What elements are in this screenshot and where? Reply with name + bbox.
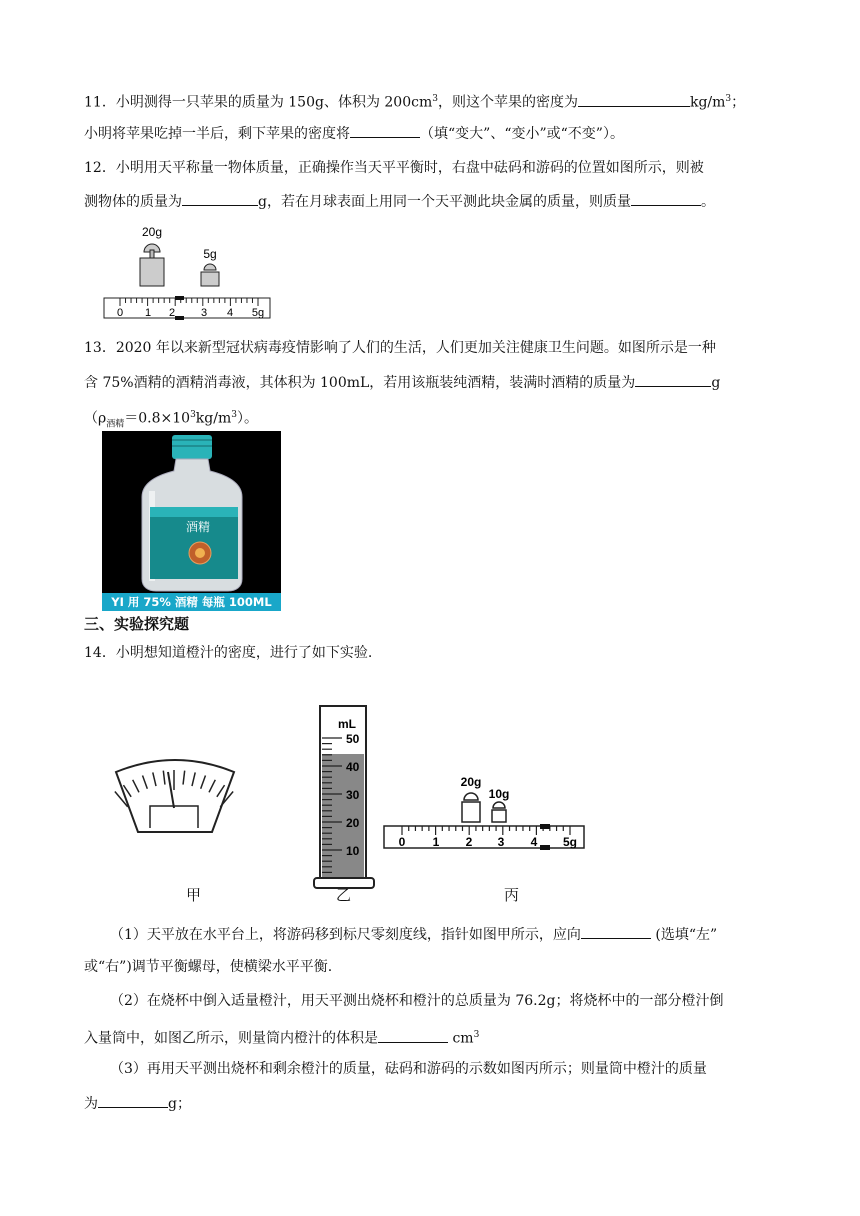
q12-line1: 12．小明用天平称量一物体质量，正确操作当天平平衡时，右盘中砝码和游码的位置如图所示，则被 [84, 160, 704, 176]
bottle-image [102, 431, 281, 611]
weight-20g [462, 802, 480, 822]
q11-line2: 小明将苹果吃掉一半后，剩下苹果的密度将 （填“变大”、“变小”或“不变”）。 [84, 123, 624, 144]
fig-graduated-cylinder [312, 700, 378, 900]
tick-label: 3 [497, 835, 505, 849]
tick-label: 1 [432, 835, 440, 849]
answer-blank[interactable] [98, 1093, 168, 1108]
weight-10g [492, 810, 506, 822]
weight-5g-label: 5g [203, 247, 217, 261]
q12-line2: 测物体的质量为 g，若在月球表面上用同一个天平测此块金属的质量，则质量 。 [84, 191, 715, 212]
photo-caption: YI 用 75% 酒精 每瓶 100ML [102, 593, 281, 611]
tick-label: 4 [530, 835, 538, 849]
weight-10g-label: 10g [488, 787, 510, 801]
tick-label: 5g [562, 835, 578, 849]
tick-label: 4 [226, 307, 234, 319]
rider-top [540, 824, 550, 829]
tick-label: 1 [144, 307, 152, 319]
answer-blank[interactable] [581, 924, 651, 939]
q13-line1: 13．2020 年以来新型冠状病毒疫情影响了人们的生活，人们更加关注健康卫生问题。如图所示是一种 [84, 340, 716, 356]
alcohol-bottle-photo [102, 431, 281, 611]
q12-balance-figure [100, 220, 280, 324]
tick-label: 0 [398, 835, 406, 849]
q14-p2-line2: 入量筒中，如图乙所示，则量筒内橙汁的体积是 $cm^3$ [84, 1025, 479, 1049]
rider-bottom [175, 316, 184, 320]
rider-bottom [540, 845, 550, 850]
balance-scale [384, 826, 584, 848]
q14-p1-line2: 或“右”)调节平衡螺母，使横梁水平平衡. [84, 959, 333, 975]
tick-label: 2 [465, 835, 473, 849]
tick-label: 0 [116, 307, 124, 319]
fig-pointer-dial [112, 752, 238, 842]
fig-label-yi: 乙 [336, 886, 352, 904]
dial-outline [116, 760, 234, 832]
q14-p2-line1: （2）在烧杯中倒入适量橙汁，用天平测出烧杯和橙汁的总质量为 76.2g；将烧杯中的一部分橙汁倒 [110, 993, 724, 1009]
q11-line1: 11．小明测得一只苹果的质量为 150g、体积为 $200cm^3$，则这个苹果的密度为 $kg/m^3$； [84, 89, 745, 113]
tick-label: 3 [200, 307, 208, 319]
answer-blank[interactable] [578, 92, 690, 107]
answer-blank[interactable] [635, 372, 711, 387]
q13-line2: 含 75%酒精的酒精消毒液，其体积为 100mL，若用该瓶装纯酒精，装满时酒精的质量为 g [84, 372, 720, 393]
cylinder-mark: 40 [346, 760, 360, 774]
weight-20g [140, 258, 164, 286]
cylinder-mark: 50 [346, 732, 360, 746]
cylinder-mark: 10 [346, 844, 360, 858]
balance-scale [104, 298, 270, 318]
fig-balance-bing [382, 772, 588, 852]
weight-20g-label: 20g [460, 775, 482, 789]
q14-p1-line1: （1）天平放在水平台上，将游码移到标尺零刻度线，指针如图甲所示，应向 (选填“左” [110, 924, 717, 945]
q13-line3: $(\rho_{酒精}=0.8\times 10^3kg/m^3)$。 [84, 410, 258, 430]
tick-label: 2 [168, 307, 176, 319]
tick-label: 5g [251, 307, 265, 319]
weight-20g-label: 20g [141, 225, 163, 239]
fig-label-bing: 丙 [504, 886, 520, 904]
bottle-label-text: 酒精 [185, 520, 211, 534]
answer-blank[interactable] [182, 191, 258, 206]
bottle-label [150, 507, 238, 579]
answer-blank[interactable] [631, 191, 701, 206]
section-heading: 三、实验探究题 [84, 615, 190, 633]
q14-p3-line1: （3）再用天平测出烧杯和剩余橙汁的质量，砝码和游码的示数如图丙所示；则量筒中橙汁的质量 [110, 1061, 707, 1077]
cylinder-unit: mL [338, 717, 356, 731]
rider-top [175, 296, 184, 300]
answer-blank[interactable] [350, 123, 420, 138]
answer-blank[interactable] [378, 1028, 448, 1043]
cylinder-mark: 20 [346, 816, 360, 830]
fig-label-jia: 甲 [186, 886, 202, 904]
q14-intro: 14．小明想知道橙汁的密度，进行了如下实验. [84, 645, 373, 661]
q14-p3-line2: 为 g； [84, 1093, 191, 1114]
weight-5g [201, 272, 219, 286]
cylinder-mark: 30 [346, 788, 360, 802]
